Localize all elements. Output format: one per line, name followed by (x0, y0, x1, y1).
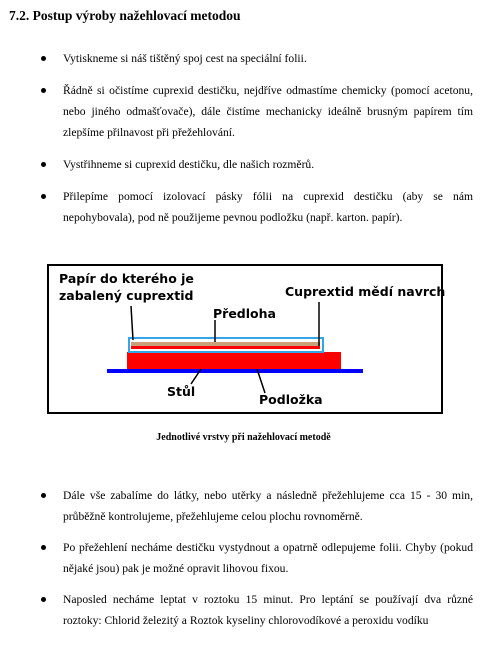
list-item (0, 154, 487, 175)
bullet-icon (41, 162, 46, 167)
list-item-text: Řádně si očistíme cuprexid destičku, nejdříve odmastíme chemicky (pomocí acetonu, nebo jiného odmašťovače), dále čistíme mechanicky ideálně brusným papírem tím zlepšíme přilnavost při přežehlování. (63, 84, 473, 139)
pad-layer (127, 352, 341, 369)
steps-list-after (0, 485, 487, 631)
list-item (0, 48, 487, 69)
list-item (0, 80, 487, 143)
copper-layer (131, 346, 320, 349)
bullet-icon (41, 545, 46, 550)
layers-diagram (47, 264, 446, 414)
list-item-text: Dále vše zabalíme do látky, nebo utěrky a následně přežehlujeme cca 15 - 30 min, průběžně kontrolujeme, přežehlujeme celou plochu rovnoměrně. (63, 489, 473, 523)
template-layer (131, 342, 320, 346)
label-copper: Cuprextid mědí navrch (285, 284, 446, 299)
bullet-icon (41, 493, 46, 498)
list-item-text: Po přežehlení necháme destičku vystydnout a opatrně odlepujeme folii. Chyby (pokud nějaké jsou) pak je možné opravit lihovou fixou. (63, 541, 473, 575)
label-table: Stůl (167, 384, 196, 399)
list-item (0, 537, 487, 579)
label-paper-line2: zabalený cuprextid (59, 288, 194, 303)
label-template: Předloha (213, 306, 276, 321)
list-item (0, 589, 487, 631)
bullet-icon (41, 194, 46, 199)
label-paper-line1: Papír do kterého je (59, 271, 194, 286)
list-item-text: Naposled necháme leptat v roztoku 15 minut. Pro leptání se používají dva různé roztoky: Chlorid železitý a Roztok kyseliny chlorovodíkové a peroxidu vodíku (63, 593, 473, 627)
table-layer (107, 369, 363, 373)
section-heading: 7.2. Postup výroby nažehlovací metodou (9, 8, 241, 23)
bullet-icon (41, 56, 46, 61)
list-item-text: Přilepíme pomocí izolovací pásky fólii na cuprexid destičku (aby se nám nepohybovala), pod ně použijeme pevnou podložku (např. karton. papír). (63, 190, 473, 224)
list-item (0, 485, 487, 527)
label-pad: Podložka (259, 392, 323, 407)
bullet-icon (41, 88, 46, 93)
list-item (0, 186, 487, 228)
list-item-text: Vytiskneme si náš tištěný spoj cest na speciální folii. (63, 52, 307, 65)
steps-list-before (0, 48, 487, 228)
list-item-text: Vystřihneme si cuprexid destičku, dle našich rozměrů. (63, 158, 315, 171)
diagram-caption: Jednotlivé vrstvy při nažehlovací metodě (156, 432, 331, 443)
pointer-paper (131, 306, 133, 340)
bullet-icon (41, 597, 46, 602)
